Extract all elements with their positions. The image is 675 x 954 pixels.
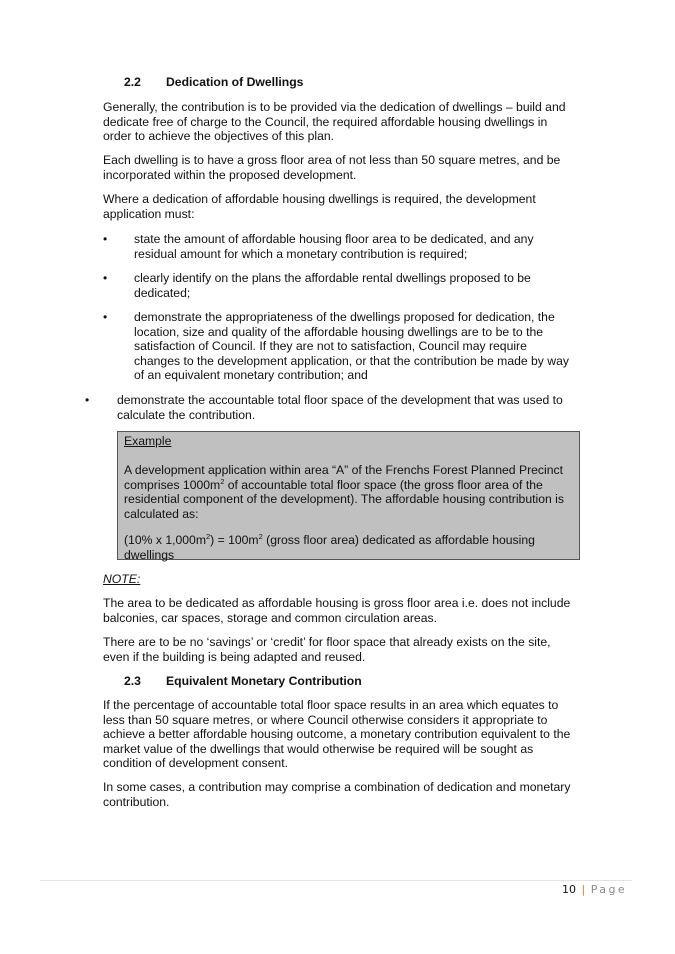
footer-divider — [40, 880, 632, 881]
footer-separator: | — [581, 883, 586, 896]
list-item: demonstrate the appropriateness of the dwellings proposed for dedication, the location, size and quality of the affordable housing dwellings are to be to the satisfaction of Council. If they are not to satisfaction, Council may require changes to the development application, or that the contribution be made by way of an equivalent monetary contribution; and — [134, 310, 569, 383]
list-item: state the amount of affordable housing floor area to be dedicated, and any residual amount for which a monetary contribution is required; — [134, 232, 534, 261]
paragraph: Each dwelling is to have a gross floor area of not less than 50 square metres, and be incorporated within the proposed development. — [103, 153, 561, 182]
section-title: Dedication of Dwellings — [166, 75, 304, 89]
bullet-marker: • — [85, 393, 90, 407]
bullet-marker: • — [103, 310, 108, 324]
list-item: demonstrate the accountable total floor space of the development that was used to calculate the contribution. — [117, 393, 563, 422]
paragraph: There are to be no ‘savings’ or ‘credit’ for floor space that already exists on the site, even if the building is being adapted and reused. — [103, 635, 551, 664]
section-number: 2.2 — [124, 75, 141, 89]
bullet-marker: • — [103, 232, 108, 246]
paragraph: The area to be dedicated as affordable housing is gross floor area i.e. does not include balconies, car spaces, storage and common circulation areas. — [103, 596, 571, 625]
example-text: A development application within area “A” of the Frenchs Forest Planned Precinct comprises $1000m^2$ of accountable total floor space (the gross floor area of the residential component of the development). The affordable housing contribution is calculated as: — [124, 463, 564, 521]
note-label: NOTE: — [103, 572, 141, 586]
section-number: 2.3 — [124, 674, 141, 688]
paragraph: In some cases, a contribution may comprise a combination of dedication and monetary contribution. — [103, 780, 571, 809]
list-item: clearly identify on the plans the affordable rental dwellings proposed to be dedicated; — [134, 271, 531, 300]
example-calculation: (10% x $1,000m^2) = 100m^2$ (gross floor area) dedicated as affordable housing dwellings — [124, 532, 535, 562]
paragraph: Generally, the contribution is to be provided via the dedication of dwellings – build and dedicate free of charge to the Council, the required affordable housing dwellings in order to achieve the objectives of this plan. — [103, 100, 566, 144]
page-number: 10 — [562, 883, 577, 896]
section-title: Equivalent Monetary Contribution — [166, 674, 362, 688]
paragraph: Where a dedication of affordable housing dwellings is required, the development application must: — [103, 192, 536, 221]
page-label: Page — [590, 883, 627, 896]
example-box — [117, 431, 580, 560]
page-footer — [562, 883, 627, 897]
example-heading: Example — [124, 434, 172, 448]
bullet-marker: • — [103, 271, 108, 285]
paragraph: If the percentage of accountable total floor space results in an area which equates to less than 50 square metres, or where Council otherwise considers it appropriate to achieve a better affordable housing outcome, a monetary contribution equivalent to the market value of the dwellings that would otherwise be required will be sought as condition of development consent. — [103, 698, 571, 771]
